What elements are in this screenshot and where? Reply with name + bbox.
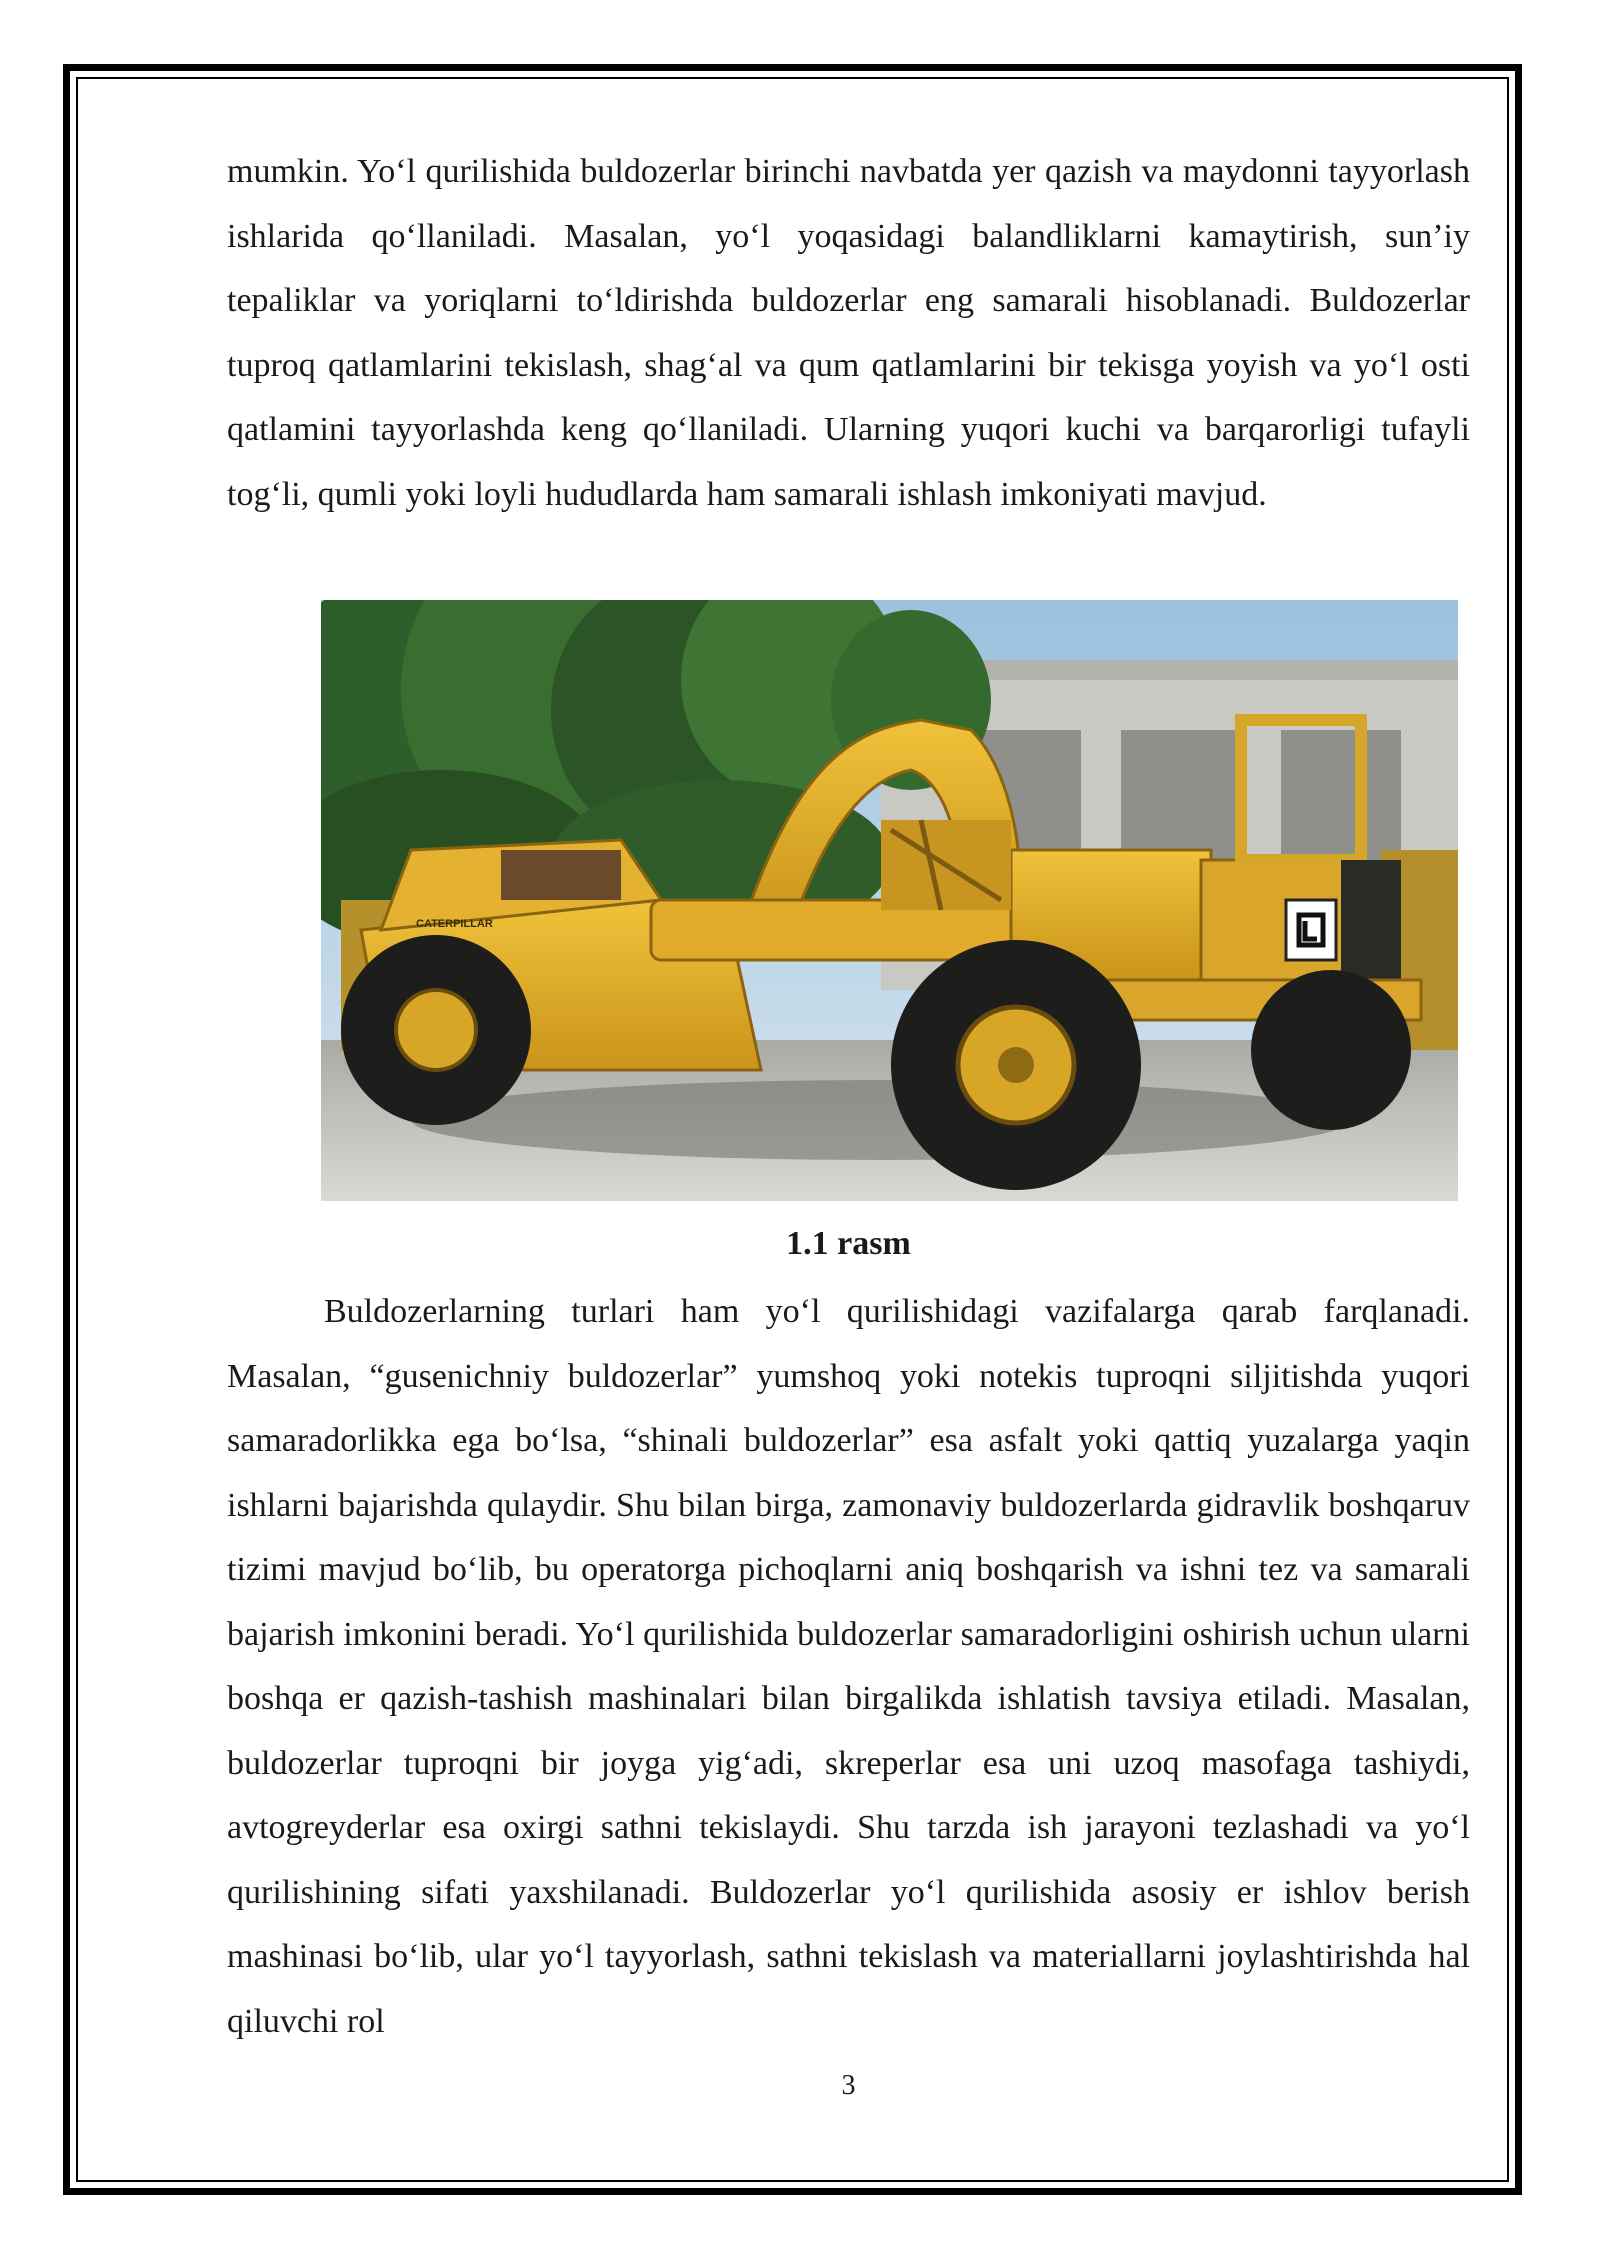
paragraph-top-container — [227, 140, 1470, 527]
figure-scraper-photo — [321, 600, 1458, 1201]
scraper-illustration — [321, 600, 1458, 1201]
caterpillar-logo-text: CATERPILLAR — [416, 918, 493, 930]
paragraph-1: mumkin. Yo‘l qurilishida buldozerlar birinchi navbatda yer qazish va maydonni tayyorlash ishlarida qo‘llaniladi. Masalan, yo‘l yoqasidagi balandliklarni kamaytirish, sun’iy tepaliklar va yoriqlarni to‘ldirishda buldozerlar eng samarali hisoblanadi. Buldozerlar tuproq qatlamlarini tekislash, shag‘al va qum qatlamlarini bir tekisga yoyish va yo‘l osti qatlamini tayyorlashda keng qo‘llaniladi. Ularning yuqori kuchi va barqarorligi tufayli tog‘li, qumli yoki loyli hududlarda ham samarali ishlash imkoniyati mavjud. — [227, 153, 1470, 513]
page-number: 3 — [841, 2070, 856, 2101]
figure-caption: 1.1 rasm — [786, 1225, 911, 1262]
paragraph-bottom-container — [227, 1280, 1470, 2054]
paragraph-2: Buldozerlarning turlari ham yo‘l qurilishidagi vazifalarga qarab farqlanadi. Masalan, “gusenichniy buldozerlar” yumshoq yoki notekis tuproqni siljitishda yuqori samaradorlikka ega bo‘lsa, “shinali buldozerlar” esa asfalt yoki qattiq yuzalarga yaqin ishlarni bajarishda qulaydir. Shu bilan birga, zamonaviy buldozerlarda gidravlik boshqaruv tizimi mavjud bo‘lib, bu operatorga pichoqlarni aniq boshqarish va ishni tez va samarali bajarish imkonini beradi. Yo‘l qurilishida buldozerlar samaradorligini oshirish uchun ularni boshqa er qazish-tashish mashinalari bilan birgalikda ishlatish tavsiya etiladi. Masalan, buldozerlar tuproqni bir joyga yig‘adi, skreperlar esa uni uzoq masofaga tashiydi, avtogreyderlar esa oxirgi sathni tekislaydi. Shu tarzda ish jarayoni tezlashadi va yo‘l qurilishining sifati yaxshilanadi. Buldozerlar yo‘l qurilishida asosiy er ishlov berish mashinasi bo‘lib, ular yo‘l tayyorlash, sathni tekislash va materiallarni joylashtirishda hal qiluvchi rol — [227, 1293, 1470, 2040]
